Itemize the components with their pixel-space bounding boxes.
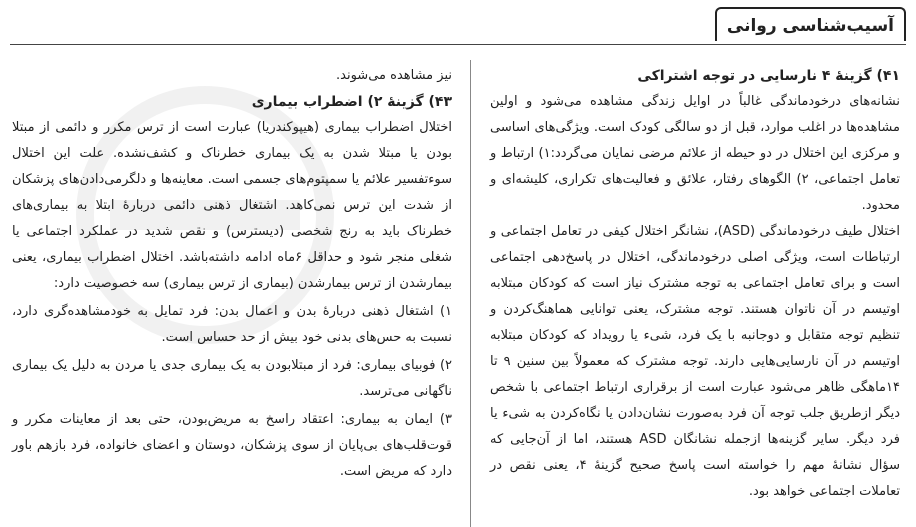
question-41-paragraph-2: اختلال طیف درخودماندگی (ASD)، نشانگر اختلال کیفی در تعامل اجتماعی و ارتباطات است، ویژگی اصلی درخودماندگی، اختلال در پاسخ‌دهی اجتماعی است و برای تعامل اجتماعی به توجه مشترک نیاز است که کودکان مبتلابه اوتیسم در آن ناتوان هستند. توجه مشترک، یعنی توانایی هماهنگ‌کردن و تنظیم توجه متقابل و دوجانبه با یک فرد، شیء یا رویداد که کودکان مبتلابه اوتیسم در آن نارسایی‌هایی دارند. توجه مشترک که معمولاً بین سنین ۹ تا ۱۴ماهگی ظاهر می‌شود عبارت است از برقراری ارتباط اجتماعی با شخص دیگر ازطریق جلب توجه آن فرد به‌صورت نشان‌دادن یا نگاه‌کردن به شیء یا فرد دیگر. سایر گزینه‌ها ازجمله نشانگان ASD هستند، اما از آن‌جایی که سؤال نشانهٔ مهم را خواسته است پاسخ صحیح گزینهٔ ۴، یعنی نقص در تعاملات اجتماعی خواهد بود. — [490, 224, 900, 499]
column-divider — [470, 60, 471, 527]
continuation-line: نیز مشاهده می‌شوند. — [336, 68, 452, 83]
page-header — [715, 8, 906, 40]
chapter-title: آسیب‌شناسی روانی — [715, 7, 906, 41]
question-43-item-2: ۲) فوبیای بیماری: فرد از مبتلابودن به یک بیماری جدی یا مردن به دلیل یک بیماری ناگهانی می‌ترسد. — [12, 358, 452, 399]
header-rule — [10, 44, 906, 45]
question-43-title: ۴۳) گزینهٔ ۲) اضطراب بیماری — [251, 94, 452, 110]
question-43-item-1: ۱) اشتغال ذهنی دربارهٔ بدن و اعمال بدن: فرد تمایل به خودمشاهده‌گری دارد، نسبت به حس‌های بدنی خود بیش از حد حساس است. — [12, 304, 452, 345]
question-43-paragraph-1: اختلال اضطراب بیماری (هیپوکندریا) عبارت است از ترس مکرر و دائمی از مبتلا بودن یا مبتلا شدن به یک بیماری خطرناک و کشف‌نشده. علت این اختلال سوءتفسیر علائم یا سمپتوم‌های جسمی است. معاینه‌ها و دلگرمی‌دادن‌های پزشکان از شدت این ترس نمی‌کاهد. اشتغال ذهنی دائمی دربارهٔ ابتلا به بیماری‌های خطرناک باید به رنج شخصی (دیسترس) و نقص شدید در عملکرد اجتماعی یا شغلی منجر شود و حداقل ۶ماه ادامه داشته‌باشد. اختلال اضطراب بیماری، یعنی بیمارشدن از ترس بیمارشدن (بیماری از ترس بیماری) سه خصوصیت دارد: — [12, 120, 453, 291]
question-41-paragraph-1: نشانه‌های درخودماندگی غالباً در اوایل زندگی مشاهده می‌شود و اولین مشاهده‌ها در اغلب موارد، قبل از دو سالگی کودک است. ویژگی‌های اساسی و مرکزی این اختلال در دو حیطه از علائم مرضی نمایان می‌گردد:۱) ارتباط و تعامل اجتماعی، ۲) الگوهای رفتار، علائق و فعالیت‌های تکراری، کلیشه‌ای و محدود. — [490, 94, 900, 213]
question-43-item-3: ۳) ایمان به بیماری: اعتقاد راسخ به مریض‌بودن، حتی بعد از معاینات مکرر و قوت‌قلب‌های بی‌پایان از سوی پزشکان، دوستان و اعضای خانواده، فرد بازهم باور دارد که مریض است. — [12, 412, 452, 479]
right-column — [490, 63, 900, 505]
left-column — [12, 63, 452, 485]
question-41-title: ۴۱) گزینهٔ ۴ نارسایی در توجه اشتراکی — [637, 68, 900, 84]
